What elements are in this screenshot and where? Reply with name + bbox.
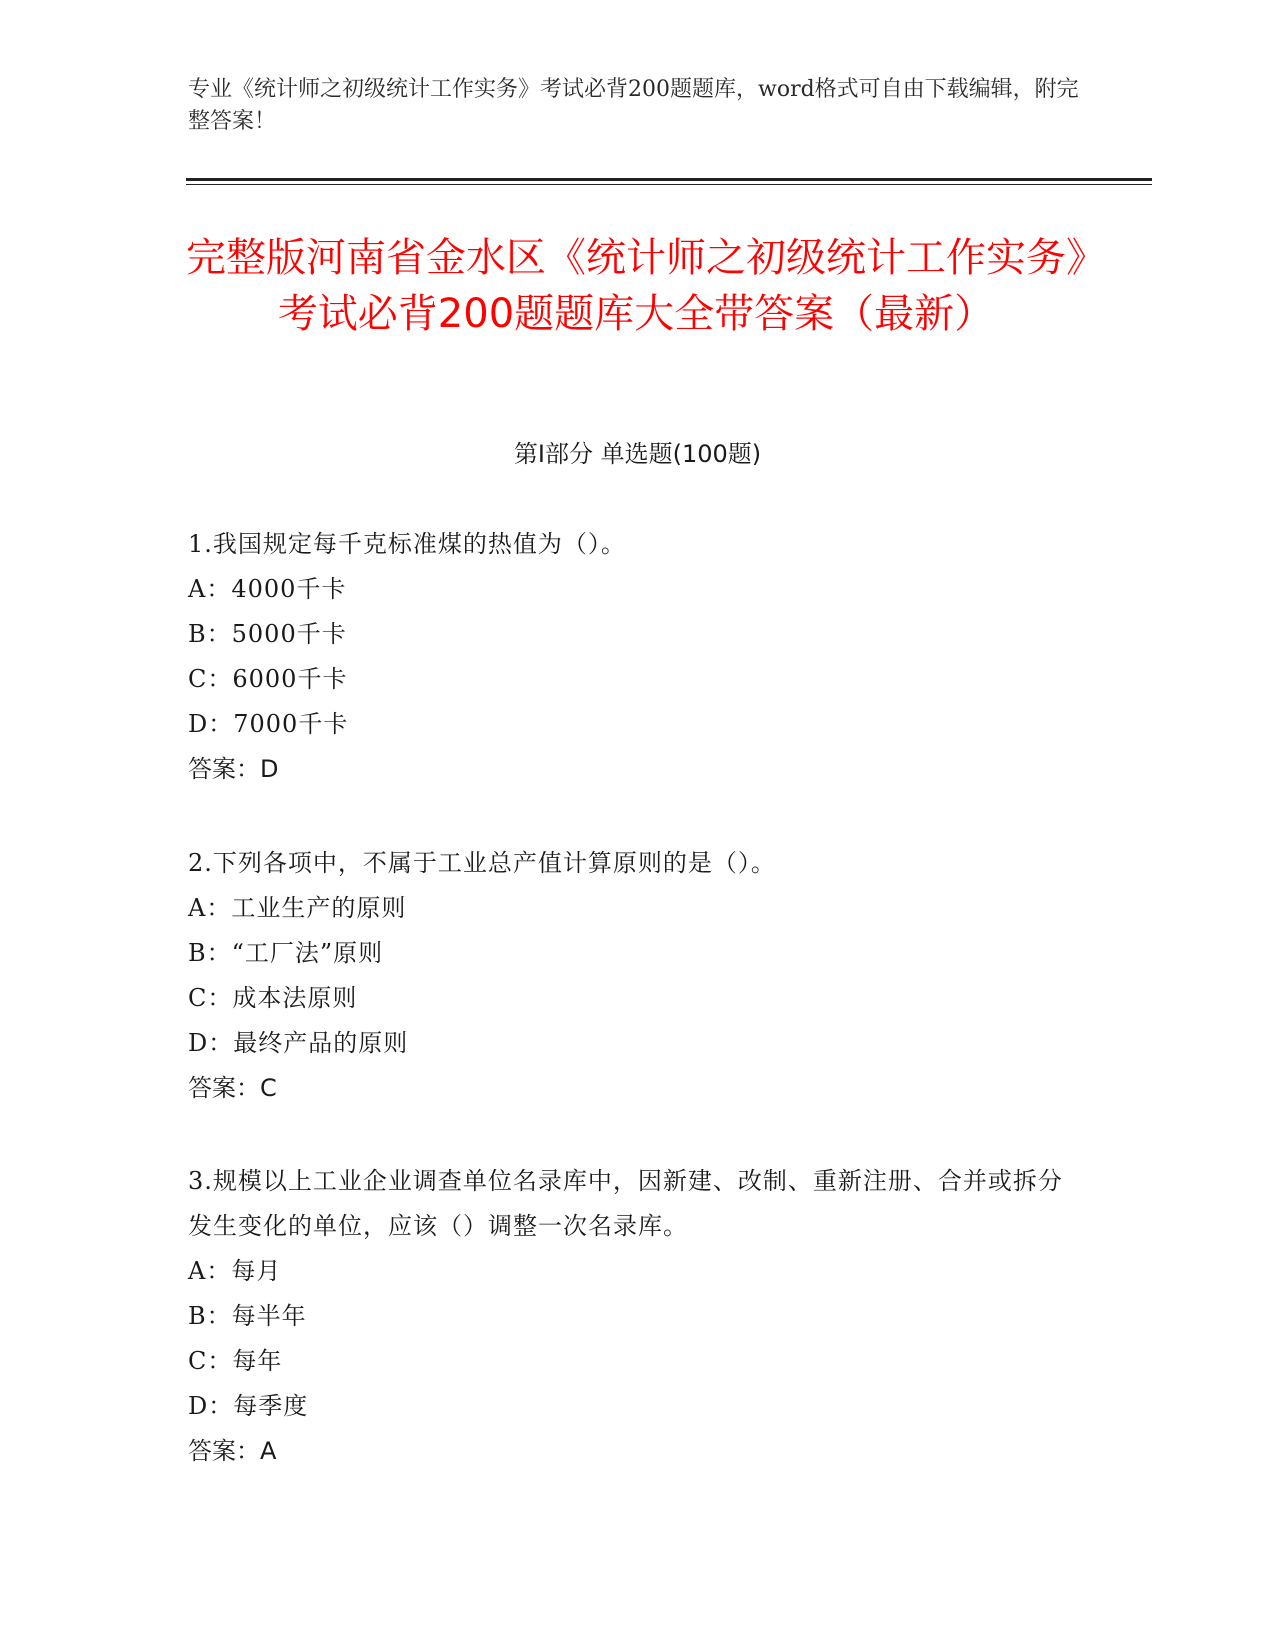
question-stem: 2.下列各项中，不属于工业总产值计算原则的是（）。 (188, 849, 776, 877)
question-item (188, 1159, 1078, 1474)
question-option-d: D：7000千卡 (188, 710, 349, 738)
section-heading: 第I部分 单选题(100题) (513, 440, 762, 468)
question-option-a: A：工业生产的原则 (188, 894, 407, 922)
question-option-c: C：每年 (188, 1347, 283, 1375)
header-divider-thin (186, 184, 1152, 185)
question-stem: 1.我国规定每千克标准煤的热值为（）。 (188, 530, 626, 558)
question-option-b: B：“工厂法”原则 (188, 939, 384, 967)
question-option-c: C：6000千卡 (188, 665, 348, 693)
question-option-a: A：每月 (188, 1257, 282, 1285)
question-answer: 答案：C (188, 1074, 277, 1102)
question-item (188, 522, 1078, 792)
question-option-a: A：4000千卡 (188, 575, 347, 603)
header-note: 专业《统计师之初级统计工作实务》考试必背200题题库，word格式可自由下载编辑，附完整答案！ (188, 77, 1079, 134)
document-title: 完整版河南省金水区《统计师之初级统计工作实务》考试必背200题题库大全带答案（最新） (186, 235, 1086, 337)
question-option-b: B：5000千卡 (188, 620, 347, 648)
question-answer: 答案：D (188, 755, 279, 783)
header-divider-thick (186, 178, 1152, 181)
question-stem: 3.规模以上工业企业调查单位名录库中，因新建、改制、重新注册、合并或拆分发生变化的单位，应该（）调整一次名录库。 (188, 1167, 1063, 1240)
question-item (188, 841, 1078, 1111)
question-option-d: D：每季度 (188, 1392, 309, 1420)
question-option-d: D：最终产品的原则 (188, 1029, 409, 1057)
question-option-c: C：成本法原则 (188, 984, 358, 1012)
question-answer: 答案：A (188, 1437, 277, 1465)
question-option-b: B：每半年 (188, 1302, 307, 1330)
